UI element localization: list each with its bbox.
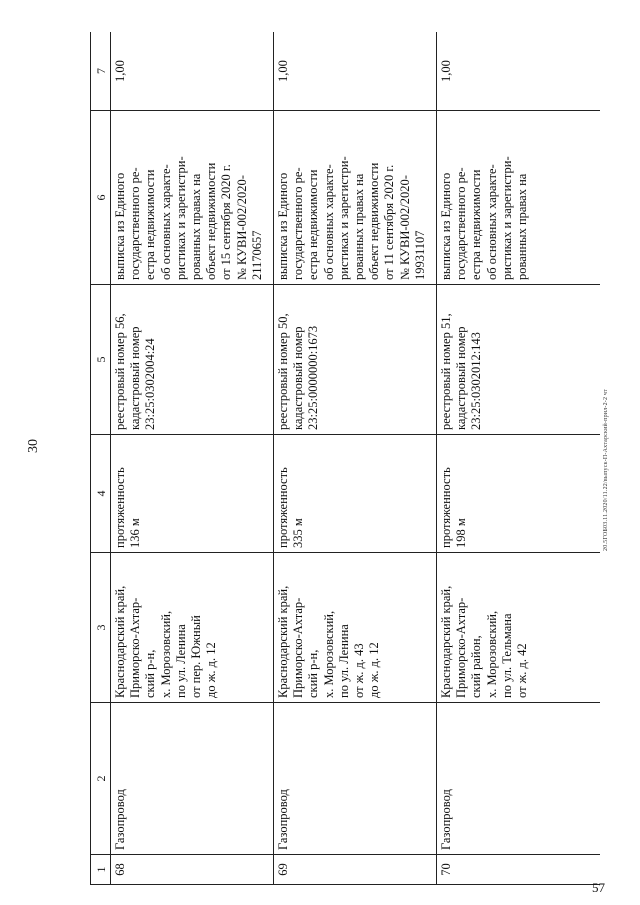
- object-address: Краснодарский край, Приморско-Ахтар- ский р-н, х. Морозовский, по ул. Ленина от ж. д. 43 до ж. д. 12: [274, 553, 437, 703]
- row-number: 69: [274, 855, 437, 885]
- object-name: Газопровод: [111, 703, 274, 855]
- registry-info: реестровый номер 56, кадастровый номер 23:25:0302004:24: [111, 285, 274, 435]
- registry-info: реестровый номер 51, кадастровый номер 23:25:0302012:143: [437, 285, 601, 435]
- header-col-1: 1: [91, 855, 111, 885]
- object-address: Краснодарский край, Приморско-Ахтар- ский р-н, х. Морозовский, по ул. Ленина от пер. Южный до ж. д. 12: [111, 553, 274, 703]
- header-col-3: 3: [91, 553, 111, 703]
- header-col-4: 4: [91, 435, 111, 553]
- object-name: Газопровод: [437, 703, 601, 855]
- object-value: 1,00: [274, 32, 437, 111]
- header-col-7: 7: [91, 32, 111, 111]
- table-row: [274, 32, 437, 885]
- object-value: 1,00: [111, 32, 274, 111]
- table-row: [437, 32, 601, 885]
- object-value: 1,00: [437, 32, 601, 111]
- page-number-top: 30: [26, 439, 41, 453]
- row-number: 70: [437, 855, 601, 885]
- rotated-table-container: [90, 32, 600, 885]
- property-table: [90, 32, 600, 885]
- table-viewport: [90, 32, 600, 885]
- header-col-2: 2: [91, 703, 111, 855]
- side-file-note: 20.5ГОБ03.11.2020/11.22/выпуск-П-Ахтарский-прил-2-2 чт: [603, 389, 609, 551]
- object-length: протяженность 335 м: [274, 435, 437, 553]
- object-address: Краснодарский край, Приморско-Ахтар- ский район, х. Морозовский, по ул. Тельмана от ж. д. 42: [437, 553, 601, 703]
- row-number: 68: [111, 855, 274, 885]
- page-number-bottom: 57: [592, 880, 605, 895]
- header-col-6: 6: [91, 111, 111, 285]
- object-length: протяженность 198 м: [437, 435, 601, 553]
- document-info: выписка из Единого государственного ре- естра недвижимости об основных характе- ристиках и зарегистри- рованных правах на объект недвижимости от 11 сентября 2020 г. № КУВИ-002/2020- 19931107: [274, 111, 437, 285]
- header-col-5: 5: [91, 285, 111, 435]
- table-row: [111, 32, 274, 885]
- document-info: выписка из Единого государственного ре- естра недвижимости об основных характе- ристиках и зарегистри- рованных правах на объект недвижимости от 15 сентября 2020 г. № КУВИ-002/2020- 21170657: [111, 111, 274, 285]
- registry-info: реестровый номер 50, кадастровый номер 23:25:0000000:1673: [274, 285, 437, 435]
- header-row: [91, 32, 111, 885]
- object-length: протяженность 136 м: [111, 435, 274, 553]
- object-name: Газопровод: [274, 703, 437, 855]
- document-info: выписка из Единого государственного ре- естра недвижимости об основных характе- ристиках и зарегистри- рованных правах на: [437, 111, 601, 285]
